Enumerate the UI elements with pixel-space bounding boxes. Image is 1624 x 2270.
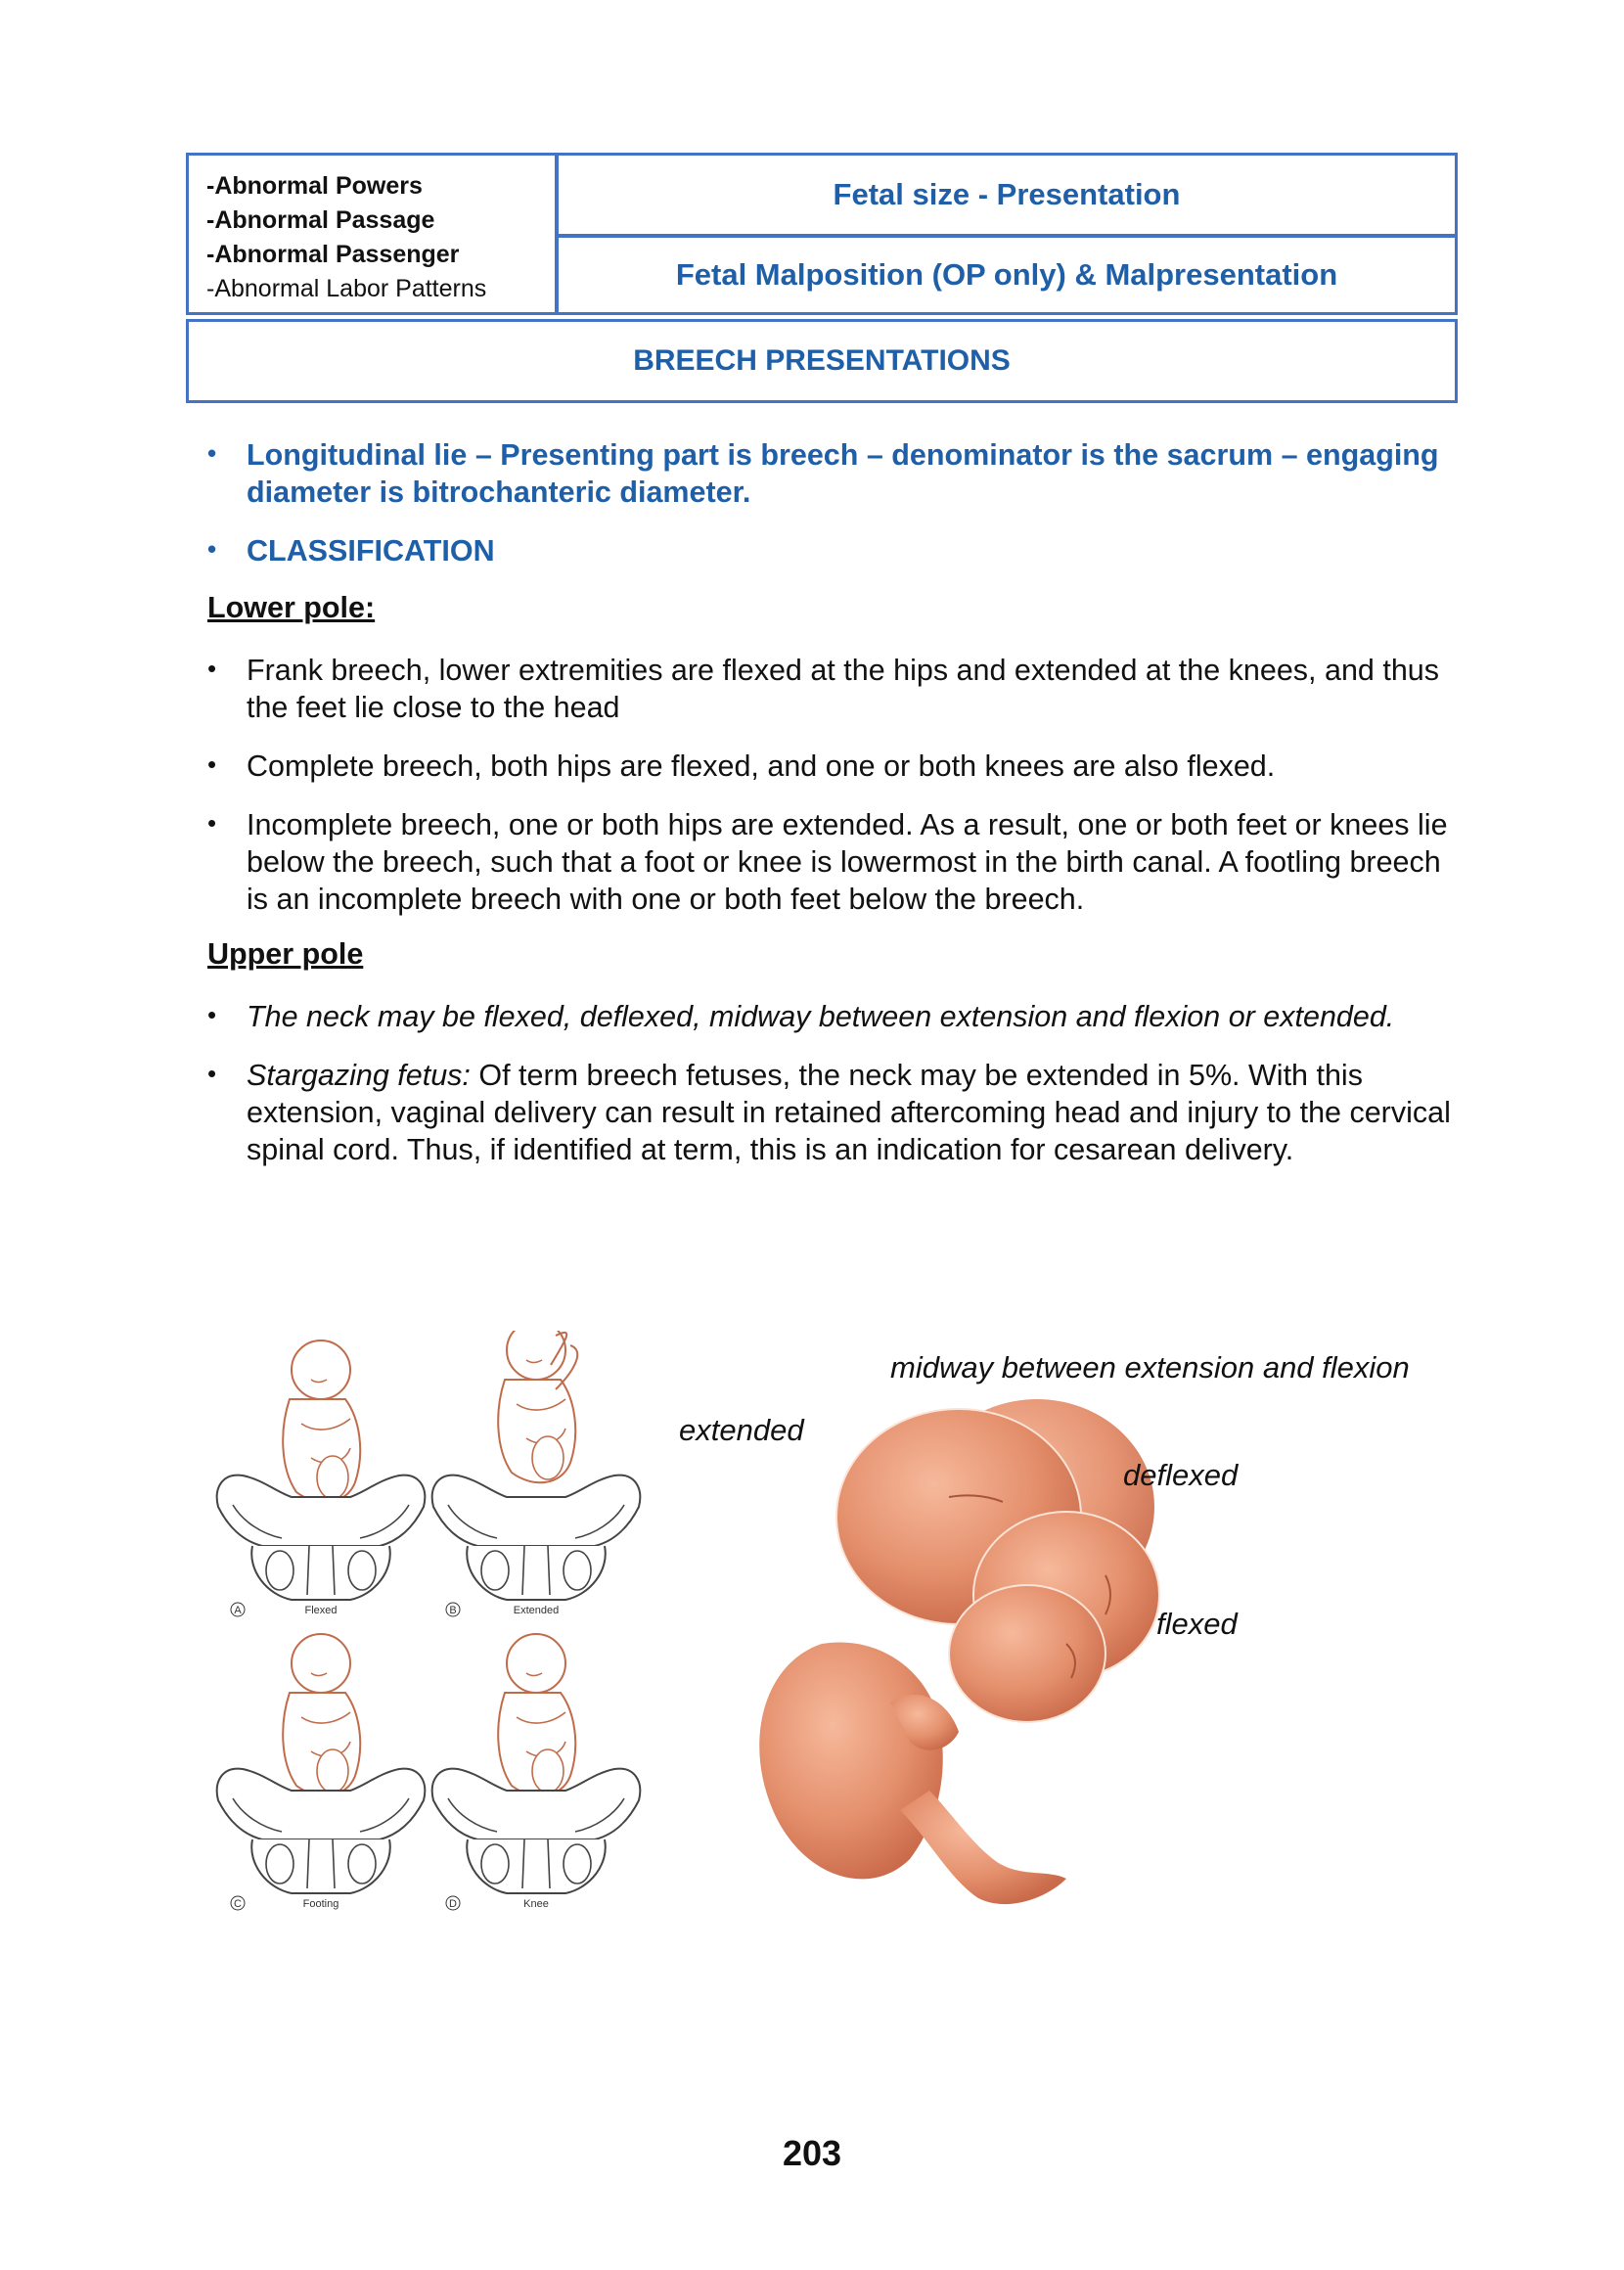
bullet: • [207, 534, 217, 564]
list-item [247, 1057, 1469, 1168]
panel-b [432, 1331, 641, 1600]
subtopic-box [556, 235, 1458, 315]
panel-a [217, 1340, 426, 1600]
term-description: Of term breech fetuses, the neck may be extended in 5%. With this extension, vaginal delivery can result in retained aftercoming head and injury to the cervical spinal cord. Thus, if identified at term, this is an indication for cesarean delivery. [247, 1059, 1451, 1166]
bullet: • [207, 654, 217, 683]
breech-types-illustration [213, 1331, 644, 1918]
classification-heading: CLASSIFICATION [247, 534, 495, 568]
bullet: • [207, 808, 217, 838]
topic-item: -Abnormal Labor Patterns [206, 275, 487, 302]
list-item: Frank breech, lower extremities are flexed at the hips and extended at the knees, and thus the feet lie close to the head [247, 654, 1440, 724]
subtopic-title: Fetal size - Presentation [833, 177, 1181, 211]
panel-c [217, 1634, 426, 1893]
panel-d [432, 1634, 641, 1893]
bullet: • [207, 749, 217, 779]
breech-types-figure [213, 1331, 644, 1918]
topic-list-box [186, 153, 558, 315]
head-positions-figure [655, 1350, 1467, 1957]
upper-pole-heading: Upper pole [207, 937, 364, 971]
label-flexed: flexed [1156, 1607, 1238, 1641]
panel-letter: D [449, 1898, 457, 1910]
bullet: • [207, 1000, 217, 1029]
label-extended: extended [679, 1413, 804, 1447]
bullet: • [207, 1059, 217, 1088]
term-label: Stargazing fetus: [247, 1059, 471, 1092]
definition-text: Longitudinal lie – Presenting part is breech – denominator is the sacrum – engaging diameter is bitrochanteric diameter. [247, 438, 1439, 509]
list-item: The neck may be flexed, deflexed, midway between extension and flexion or extended. [247, 1000, 1395, 1033]
bullet: • [207, 438, 217, 468]
section-title-box [186, 319, 1458, 403]
panel-letter: A [234, 1605, 242, 1616]
label-midway: midway between extension and flexion [890, 1350, 1410, 1385]
label-deflexed: deflexed [1123, 1458, 1239, 1492]
list-item: Complete breech, both hips are flexed, and one or both knees are also flexed. [247, 749, 1276, 783]
panel-letter: B [449, 1605, 457, 1616]
panel-caption: Footing [302, 1898, 339, 1910]
topic-item: -Abnormal Passage [206, 206, 435, 234]
lower-pole-heading: Lower pole: [207, 591, 376, 624]
panel-caption: Extended [513, 1605, 560, 1616]
panel-caption: Knee [523, 1898, 549, 1910]
subtopic-subtitle: Fetal Malposition (OP only) & Malpresentation [675, 257, 1338, 292]
section-title: BREECH PRESENTATIONS [633, 344, 1011, 377]
subtopic-box [556, 153, 1458, 237]
panel-letter: C [234, 1898, 242, 1910]
page-number: 203 [782, 2133, 842, 2173]
topic-item: -Abnormal Passenger [206, 241, 460, 268]
topic-item: -Abnormal Powers [206, 172, 423, 200]
list-item: Incomplete breech, one or both hips are extended. As a result, one or both feet or knees lie below the breech, such that a foot or knee is lowermost in the birth canal. A footling breech is an incomplete breech with one or both feet below the breech. [247, 808, 1448, 916]
panel-caption: Flexed [304, 1605, 338, 1616]
